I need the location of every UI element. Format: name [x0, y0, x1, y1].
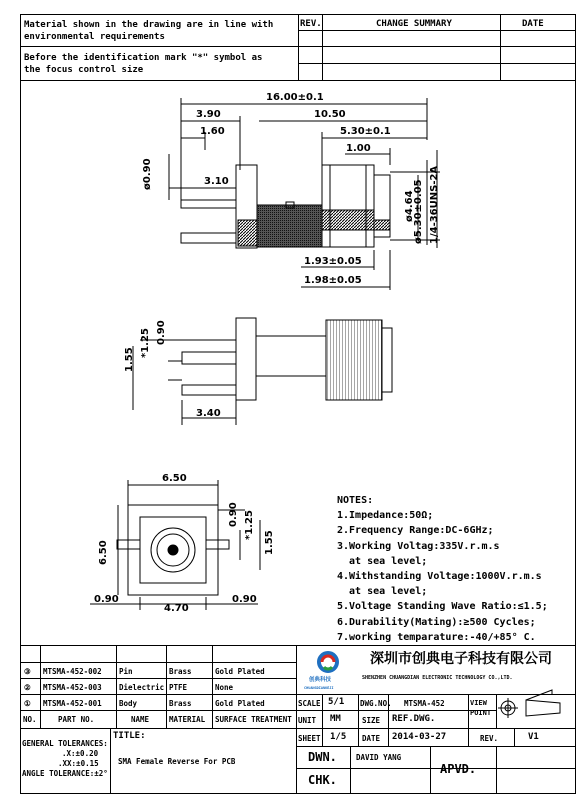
date-header: DATE [522, 19, 544, 29]
bom-row-material: Brass [169, 667, 192, 676]
view-point-label: VIEW POINT [470, 699, 492, 717]
dim-front-340: 3.40 [196, 408, 221, 419]
note-item: 3.Working Voltag:335V.r.m.s [337, 540, 500, 552]
tolerance-x: .X:±0.20 [62, 749, 99, 758]
notes-title: NOTES: [337, 495, 374, 506]
bom-row-part: MTSMA-452-001 [43, 699, 102, 708]
bom-row-no: ② [24, 683, 31, 692]
tolerance-xx: .XX:±0.15 [58, 759, 99, 768]
bom-row-material: Brass [169, 699, 192, 708]
logo-text-en: CHUANGDIANKEJI [304, 686, 334, 690]
note-item: 4.Withstanding Voltage:1000V.r.m.s [337, 571, 542, 583]
unit-label: UNIT [298, 716, 317, 725]
header-note-2-line-1: Before the identification mark "*" symbol as [24, 53, 263, 63]
dim-160: 1.60 [200, 126, 225, 137]
change-summary-header: CHANGE SUMMARY [376, 19, 452, 29]
dim-193: 1.93±0.05 [304, 256, 362, 267]
dim-front-155: 1.55 [124, 347, 135, 372]
company-name-cn: 深圳市创典电子科技有限公司 [370, 651, 552, 667]
sheet-value: 1/5 [330, 732, 347, 742]
bom-row-part: MTSMA-452-003 [43, 683, 102, 692]
apvd-label: APVD. [440, 762, 477, 776]
dim-198: 1.98±0.05 [304, 275, 362, 286]
bom-header-part: PART NO. [58, 715, 95, 724]
dim-390: 3.90 [196, 109, 221, 120]
note-item: 2.Frequency Range:DC-6GHz; [337, 525, 494, 537]
sheet-label: SHEET [298, 734, 321, 743]
date-value: 2014-03-27 [392, 732, 447, 742]
bom-row-surface: Gold Plated [215, 667, 265, 676]
bom-row-no: ③ [24, 667, 31, 676]
angle-tolerance: ANGLE TOLERANCE:±2° [22, 769, 108, 778]
dim-bottom-155: 1.55 [264, 530, 275, 555]
note-item: at sea level; [337, 555, 428, 567]
dim-dia-090: ø0.90 [142, 158, 153, 190]
bom-row-material: PTFE [169, 683, 188, 692]
bom-row-no: ① [24, 699, 31, 708]
dim-total-length: 16.00±0.1 [266, 92, 324, 103]
size-label: SIZE [362, 716, 381, 725]
dim-310: 3.10 [204, 176, 229, 187]
dim-bottom-090-br: 0.90 [232, 594, 257, 605]
bom-row-part: MTSMA-452-002 [43, 667, 102, 676]
bom-header-name: NAME [131, 715, 150, 724]
title-label: TITLE: [113, 731, 146, 741]
bom-row-surface: Gold Plated [215, 699, 265, 708]
dim-bottom-090-r: 0.90 [228, 502, 239, 527]
rev-value: V1 [528, 732, 539, 742]
dim-bottom-470: 4.70 [164, 603, 189, 614]
note-item: 6.Durability(Mating):≥500 Cycles; [337, 616, 536, 628]
dwn-value: DAVID YANG [356, 753, 402, 762]
bom-row-name: Dielectric [119, 683, 165, 692]
dim-530: 5.30±0.1 [340, 126, 391, 137]
dim-dia-530: ø5.30±0.05 [413, 179, 424, 244]
dim-bottom-125: *1.25 [244, 510, 255, 540]
dim-dia-464: ø4.64 [404, 190, 415, 222]
header-note-1-line-2: environmental requirements [24, 32, 165, 42]
dim-front-090: 0.90 [156, 320, 167, 345]
scale-label: SCALE [298, 699, 321, 708]
bom-header-material: MATERIAL [169, 715, 206, 724]
bom-header-surface: SURFACE TREATMENT [215, 715, 292, 724]
logo-text-cn: 创典科技 [309, 677, 332, 683]
unit-value: MM [330, 714, 341, 724]
bom-row-name: Pin [119, 667, 133, 676]
scale-value: 5/1 [328, 697, 345, 707]
note-item: at sea level; [337, 586, 428, 598]
dim-bottom-650-side: 6.50 [98, 540, 109, 565]
company-logo-mark [319, 653, 337, 671]
date-label: DATE [362, 734, 381, 743]
bom-row-name: Body [119, 699, 138, 708]
bom-row-surface: None [215, 683, 234, 692]
company-name-en: SHENZHEN CHUANGDIAN ELECTRONIC TECHNOLOGY CO.,LTD. [362, 675, 513, 681]
dim-1050: 10.50 [314, 109, 346, 120]
note-item: 5.Voltage Standing Wave Ratio:≤1.5; [337, 601, 548, 613]
general-tolerances-label: GENERAL TOLERANCES: [22, 739, 108, 748]
chk-label: CHK. [308, 773, 337, 787]
rev-label: REV. [480, 734, 499, 743]
dwn-label: DWN. [308, 750, 337, 764]
note-item: 1.Impedance:50Ω; [337, 510, 434, 522]
bom-header-no: NO. [23, 715, 37, 724]
size-value: REF.DWG. [392, 714, 436, 724]
dim-thread: 1/4-36UNS-2A [429, 165, 440, 244]
drawing-title: SMA Female Reverse For PCB [118, 757, 236, 766]
dwg-no-label: DWG.NO. [360, 699, 392, 708]
dim-front-125: *1.25 [140, 328, 151, 358]
header-note-1-line-1: Material shown in the drawing are in line with [24, 20, 274, 30]
header-note-2-line-2: the focus control size [24, 65, 144, 75]
notes-block [337, 493, 548, 645]
rev-header: REV. [300, 19, 322, 29]
dim-bottom-650-top: 6.50 [162, 473, 187, 484]
dim-100: 1.00 [346, 143, 371, 154]
dim-bottom-090-bl: 0.90 [94, 594, 119, 605]
dwg-no-value: MTSMA-452 [404, 699, 445, 708]
note-item: 7.working temparature:-40/+85° C. [337, 631, 536, 643]
